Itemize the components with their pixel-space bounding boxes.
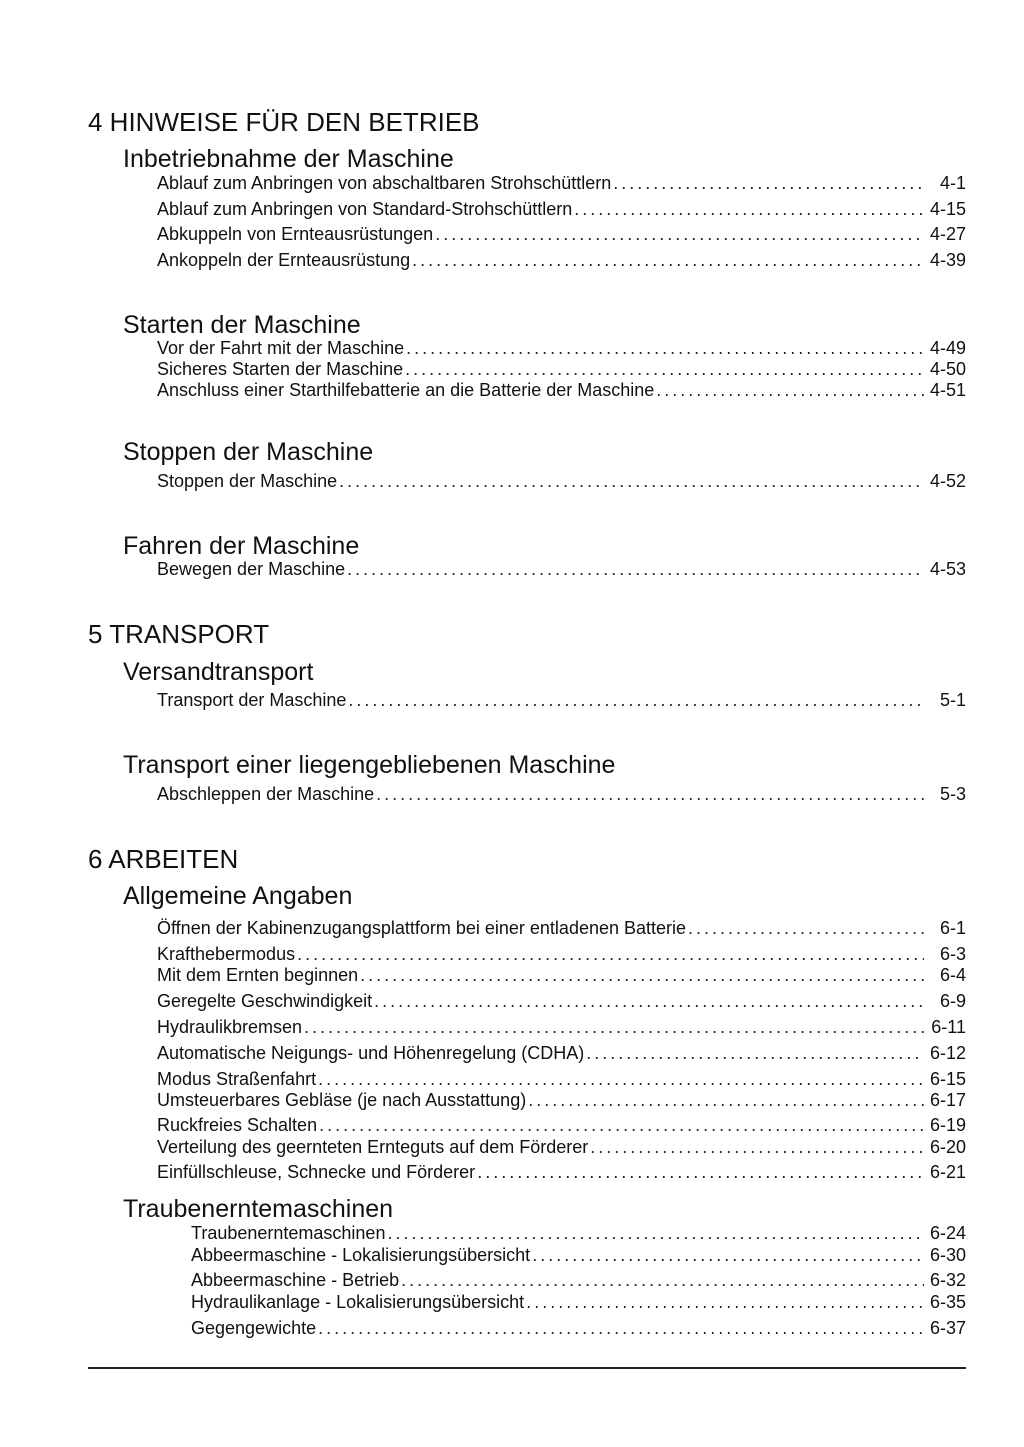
section-heading: Allgemeine Angaben bbox=[123, 882, 353, 910]
toc-entry-title: Einfüllschleuse, Schnecke und Förderer bbox=[157, 1162, 476, 1182]
toc-entry-title: Umsteuerbares Gebläse (je nach Ausstattung) bbox=[157, 1090, 527, 1110]
toc-entry-title: Hydraulikanlage - Lokalisierungsübersicht bbox=[191, 1292, 525, 1312]
toc-entry-page: 4-49 bbox=[929, 338, 966, 358]
dot-leader bbox=[376, 783, 924, 805]
toc-entry-title: Transport der Maschine bbox=[157, 690, 347, 710]
dot-leader bbox=[574, 198, 924, 220]
toc-entry-title: Ablauf zum Anbringen von abschaltbaren Strohschüttlern bbox=[157, 173, 612, 193]
dot-leader bbox=[318, 1317, 924, 1339]
dot-leader bbox=[347, 558, 924, 580]
footer-rule bbox=[88, 1367, 966, 1369]
toc-entry-page: 6-37 bbox=[929, 1318, 966, 1338]
dot-leader bbox=[339, 470, 924, 492]
dot-leader bbox=[590, 1136, 924, 1158]
toc-entry-page: 4-53 bbox=[929, 559, 966, 579]
dot-leader bbox=[526, 1291, 924, 1313]
toc-entry-page: 6-1 bbox=[939, 918, 966, 938]
toc-entry[interactable] bbox=[157, 943, 966, 965]
toc-entry[interactable] bbox=[157, 783, 966, 805]
section-heading: Stoppen der Maschine bbox=[123, 438, 374, 466]
toc-entry-title: Abbeermaschine - Betrieb bbox=[191, 1270, 400, 1290]
section-heading: Starten der Maschine bbox=[123, 311, 361, 339]
toc-entry[interactable] bbox=[157, 558, 966, 580]
toc-entry-title: Verteilung des geernteten Ernteguts auf dem Förderer bbox=[157, 1137, 589, 1157]
toc-entry[interactable] bbox=[157, 1016, 966, 1038]
toc-entry-page: 6-19 bbox=[929, 1115, 966, 1135]
toc-entry[interactable] bbox=[157, 964, 966, 986]
toc-entry-page: 4-51 bbox=[929, 380, 966, 400]
toc-entry[interactable] bbox=[191, 1317, 966, 1339]
toc-entry[interactable] bbox=[157, 689, 966, 711]
toc-entry[interactable] bbox=[157, 198, 966, 220]
toc-entry-page: 6-9 bbox=[939, 991, 966, 1011]
toc-entry-page: 6-20 bbox=[929, 1137, 966, 1157]
dot-leader bbox=[401, 1269, 924, 1291]
toc-entry-title: Bewegen der Maschine bbox=[157, 559, 346, 579]
toc-entry-title: Stoppen der Maschine bbox=[157, 471, 338, 491]
dot-leader bbox=[348, 689, 924, 711]
toc-entry-title: Geregelte Geschwindigkeit bbox=[157, 991, 373, 1011]
dot-leader bbox=[688, 917, 924, 939]
toc-entry[interactable] bbox=[157, 1068, 966, 1090]
chapter-heading: 5 TRANSPORT bbox=[88, 619, 270, 649]
dot-leader bbox=[360, 964, 924, 986]
chapter-heading: 6 ARBEITEN bbox=[88, 844, 239, 874]
toc-entry[interactable] bbox=[157, 172, 966, 194]
section-heading: Traubenerntemaschinen bbox=[123, 1195, 394, 1223]
toc-entry[interactable] bbox=[157, 249, 966, 271]
dot-leader bbox=[532, 1244, 924, 1266]
toc-entry[interactable] bbox=[157, 470, 966, 492]
toc-entry-page: 4-27 bbox=[929, 224, 966, 244]
toc-entry[interactable] bbox=[157, 1114, 966, 1136]
toc-entry-title: Abschleppen der Maschine bbox=[157, 784, 375, 804]
toc-entry[interactable] bbox=[157, 358, 966, 380]
toc-entry-page: 4-50 bbox=[929, 359, 966, 379]
toc-entry-page: 5-1 bbox=[939, 690, 966, 710]
toc-entry[interactable] bbox=[191, 1269, 966, 1291]
dot-leader bbox=[412, 249, 924, 271]
toc-entry-page: 4-15 bbox=[929, 199, 966, 219]
toc-entry-page: 6-32 bbox=[929, 1270, 966, 1290]
dot-leader bbox=[319, 1114, 924, 1136]
toc-entry[interactable] bbox=[191, 1244, 966, 1266]
dot-leader bbox=[374, 990, 924, 1012]
toc-entry-title: Modus Straßenfahrt bbox=[157, 1069, 317, 1089]
dot-leader bbox=[528, 1089, 924, 1111]
toc-entry-title: Öffnen der Kabinenzugangsplattform bei einer entladenen Batterie bbox=[157, 918, 687, 938]
toc-entry-title: Abkuppeln von Ernteausrüstungen bbox=[157, 224, 434, 244]
toc-entry-title: Anschluss einer Starthilfebatterie an die Batterie der Maschine bbox=[157, 380, 655, 400]
toc-entry-page: 4-1 bbox=[939, 173, 966, 193]
toc-entry[interactable] bbox=[191, 1291, 966, 1313]
toc-entry-title: Automatische Neigungs- und Höhenregelung (CDHA) bbox=[157, 1043, 585, 1063]
section-heading: Inbetriebnahme der Maschine bbox=[123, 145, 454, 173]
dot-leader bbox=[297, 943, 924, 965]
toc-entry-page: 6-3 bbox=[939, 944, 966, 964]
toc-entry-page: 6-17 bbox=[929, 1090, 966, 1110]
toc-entry-page: 6-4 bbox=[939, 965, 966, 985]
toc-entry[interactable] bbox=[157, 990, 966, 1012]
dot-leader bbox=[656, 379, 924, 401]
dot-leader bbox=[387, 1222, 924, 1244]
toc-entry-page: 6-15 bbox=[929, 1069, 966, 1089]
toc-entry-title: Traubenerntemaschinen bbox=[191, 1223, 386, 1243]
section-heading: Versandtransport bbox=[123, 658, 314, 686]
dot-leader bbox=[318, 1068, 924, 1090]
dot-leader bbox=[586, 1042, 924, 1064]
dot-leader bbox=[405, 358, 924, 380]
toc-entry-title: Hydraulikbremsen bbox=[157, 1017, 303, 1037]
toc-entry-page: 6-35 bbox=[929, 1292, 966, 1312]
toc-entry-title: Krafthebermodus bbox=[157, 944, 296, 964]
dot-leader bbox=[477, 1161, 924, 1183]
toc-entry-title: Gegengewichte bbox=[191, 1318, 317, 1338]
toc-entry-title: Ankoppeln der Ernteausrüstung bbox=[157, 250, 411, 270]
toc-entry-page: 6-24 bbox=[929, 1223, 966, 1243]
toc-entry-title: Mit dem Ernten beginnen bbox=[157, 965, 359, 985]
toc-entry-page: 6-30 bbox=[929, 1245, 966, 1265]
toc-entry[interactable] bbox=[157, 1136, 966, 1158]
toc-entry[interactable] bbox=[157, 337, 966, 359]
dot-leader bbox=[304, 1016, 924, 1038]
toc-entry[interactable] bbox=[157, 223, 966, 245]
dot-leader bbox=[406, 337, 924, 359]
dot-leader bbox=[435, 223, 924, 245]
toc-entry-title: Vor der Fahrt mit der Maschine bbox=[157, 338, 405, 358]
toc-entry-page: 4-39 bbox=[929, 250, 966, 270]
toc-entry-page: 6-21 bbox=[929, 1162, 966, 1182]
dot-leader bbox=[613, 172, 924, 194]
toc-entry-page: 5-3 bbox=[939, 784, 966, 804]
toc-entry[interactable] bbox=[157, 1161, 966, 1183]
toc-entry-page: 6-12 bbox=[929, 1043, 966, 1063]
toc-entry[interactable] bbox=[157, 1042, 966, 1064]
section-heading: Transport einer liegengebliebenen Maschine bbox=[123, 751, 616, 779]
toc-entry-title: Ruckfreies Schalten bbox=[157, 1115, 318, 1135]
toc-entry-title: Sicheres Starten der Maschine bbox=[157, 359, 404, 379]
toc-entry[interactable] bbox=[157, 379, 966, 401]
toc-entry-title: Abbeermaschine - Lokalisierungsübersicht bbox=[191, 1245, 531, 1265]
section-heading: Fahren der Maschine bbox=[123, 532, 360, 560]
toc-entry-page: 4-52 bbox=[929, 471, 966, 491]
toc-entry-page: 6-11 bbox=[931, 1017, 966, 1037]
toc-entry-title: Ablauf zum Anbringen von Standard-Strohschüttlern bbox=[157, 199, 573, 219]
chapter-heading: 4 HINWEISE FÜR DEN BETRIEB bbox=[88, 107, 480, 137]
toc-entry[interactable] bbox=[157, 1089, 966, 1111]
toc-entry[interactable] bbox=[157, 917, 966, 939]
toc-entry[interactable] bbox=[191, 1222, 966, 1244]
